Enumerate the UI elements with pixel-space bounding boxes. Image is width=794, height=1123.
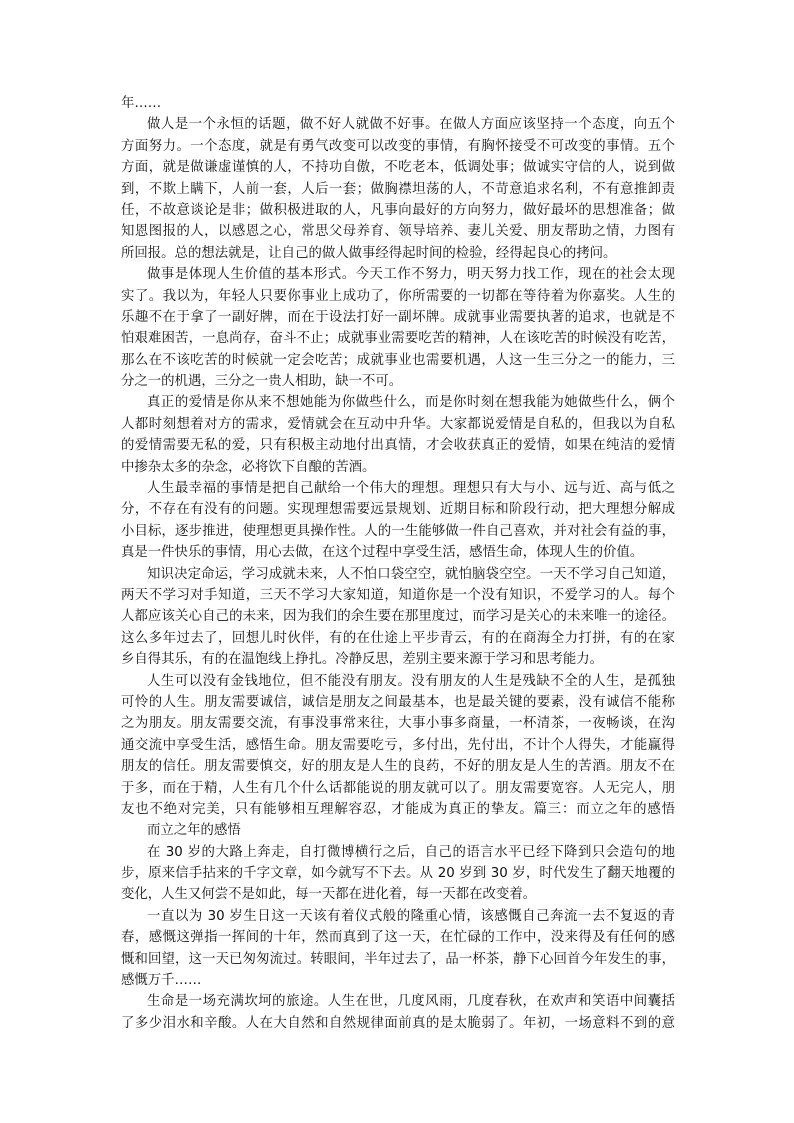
text-line: 到，不欺上瞒下，人前一套，人后一套；做胸襟坦荡的人，不苛意追求名利，不有意推卸责 [121, 181, 675, 197]
text-line: 真是一件快乐的事情，用心去做，在这个过程中享受生活，感悟生命，体现人生的价值。 [121, 545, 644, 561]
document-body [121, 93, 675, 1034]
text-line: 友也不绝对完美，只有能够相互理解容忍，才能成为真正的挚友。篇三：而立之年的感悟 [121, 801, 675, 817]
text-line: 中掺杂太多的杂念，必将饮下自酿的苦酒。 [121, 459, 376, 475]
text-line: 那么在不该吃苦的时候就一定会吃苦；成就事业也需要机遇，人这一生三分之一的能力，三 [121, 352, 675, 368]
text-line: 人都时刻想着对方的需求，爱情就会在互动中升华。大家都说爱情是自私的，但我以为自私 [121, 416, 675, 432]
text-line: 方面努力。一个态度，就是有勇气改变可以改变的事情，有胸怀接受不可改变的事情。五个 [121, 138, 675, 154]
text-line: 方面，就是做谦虚谨慎的人，不持功自傲，不吃老本，低调处事；做诚实守信的人，说到做 [121, 160, 675, 176]
text-line: 而立之年的感悟 [147, 823, 241, 839]
text-line: 所回报。总的想法就是，让自己的做人做事经得起时间的检验，经得起良心的拷问。 [121, 245, 617, 261]
text-line: 实了。我以为，年轻人只要你事业上成功了，你所需要的一切都在等待着为你嘉奖。人生的 [121, 288, 675, 304]
text-line: 可怜的人生。朋友需要诚信，诚信是朋友之间最基本，也是最关键的要素，没有诚信不能称 [121, 694, 675, 710]
text-line: 于多，而在于精，人生有几个什么话都能说的朋友就可以了。朋友需要宽容。人无完人，朋 [121, 780, 675, 796]
text-line: 了多少泪水和辛酸。人在大自然和自然规律面前真的是太脆弱了。年初，一场意料不到的意 [121, 1015, 675, 1031]
text-line: 做事是体现人生价值的基本形式。今天工作不努力，明天努力找工作，现在的社会太现 [147, 267, 675, 283]
text-line: 慨和回望，这一天已匆匆流过。转眼间，半年过去了，品一杯茶，静下心回首今年发生的事， [121, 951, 675, 967]
text-line: 人生最幸福的事情是把自己献给一个伟大的理想。理想只有大与小、远与近、高与低之 [147, 481, 675, 497]
text-line: 一直以为 30 岁生日这一天该有着仪式般的隆重心情，该感慨自己奔流一去不复返的青 [147, 908, 675, 924]
text-line: 年…… [121, 96, 162, 111]
text-line: 做人是一个永恒的话题，做不好人就做不好事。在做人方面应该坚持一个态度，向五个 [147, 117, 675, 133]
text-line: 知识决定命运，学习成就未来，人不怕口袋空空，就怕脑袋空空。一天不学习自己知道， [147, 566, 675, 582]
text-line: 春，感慨这弹指一挥间的十年，然而真到了这一天，在忙碌的工作中，没来得及有任何的感 [121, 930, 675, 946]
text-line: 小目标，逐步推进，使理想更具操作性。人的一生能够做一件自己喜欢，并对社会有益的事， [121, 523, 675, 539]
text-line: 感慨万千…… [121, 973, 202, 989]
text-line: 任，不故意谈论是非；做积极进取的人，凡事向最好的方向努力，做好最坏的思想准备；做 [121, 202, 675, 218]
text-line: 通交流中享受生活，感悟生命。朋友需要吃亏，多付出，先付出，不计个人得失，才能赢得 [121, 737, 675, 753]
text-line: 变化，人生又何尝不是如此，每一天都在进化着，每一天都在改变着。 [121, 887, 537, 903]
text-line: 真正的爱情是你从来不想她能为你做些什么，而是你时刻在想我能为她做些什么，俩个 [147, 395, 675, 411]
text-line: 之为朋友。朋友需要交流，有事没事常来往，大事小事多商量，一杯清茶，一夜畅谈，在沟 [121, 716, 675, 732]
text-line: 朋友的信任。朋友需要慎交，好的朋友是人生的良药，不好的朋友是人生的苦酒。朋友不在 [121, 759, 675, 775]
text-line: 乐趣不在于拿了一副好牌，而在于设法打好一副坏牌。成就事业需要执著的追求，也就是不 [121, 309, 675, 325]
text-line: 生命是一场充满坎坷的旅途。人生在世，几度风雨，几度春秋，在欢声和笑语中间囊括 [147, 994, 675, 1010]
text-line: 知恩图报的人，以感恩之心，常思父母养育、领导培养、妻儿关爱、朋友帮助之情，力图有 [121, 224, 675, 240]
text-line: 在 30 岁的大路上奔走，自打微博横行之后，自己的语言水平已经下降到只会造句的地 [147, 844, 675, 860]
text-line: 两天不学习对手知道，三天不学习大家知道，知道你是一个没有知识，不爱学习的人。每个 [121, 587, 675, 603]
text-line: 人生可以没有金钱地位，但不能没有朋友。没有朋友的人生是残缺不全的人生，是孤独 [147, 673, 675, 689]
text-line: 的爱情需要无私的爱，只有积极主动地付出真情，才会收获真正的爱情，如果在纯洁的爱情 [121, 438, 675, 454]
text-line: 乡自得其乐，有的在温饱线上挣扎。冷静反思，差别主要来源于学习和思考能力。 [121, 652, 604, 668]
text-line: 这么多年过去了，回想儿时伙伴，有的在仕途上平步青云，有的在商海全力打拼，有的在家 [121, 630, 675, 646]
text-line: 怕艰难困苦，一息尚存，奋斗不止；成就事业需要吃苦的精神，人在该吃苦的时候没有吃苦， [121, 331, 675, 347]
text-line: 分之一的机遇，三分之一贵人相助，缺一不可。 [121, 374, 403, 390]
text-line: 步，原来信手拈来的千字文章，如今就写不下去。从 20 岁到 30 岁，时代发生了翻天地覆的 [121, 866, 675, 882]
text-line: 人都应该关心自己的未来，因为我们的余生要在那里度过，而学习是关心的未来唯一的途径。 [121, 609, 675, 625]
text-line: 分，不存在有没有的问题。实现理想需要远景规划、近期目标和阶段行动，把大理想分解成 [121, 502, 675, 518]
